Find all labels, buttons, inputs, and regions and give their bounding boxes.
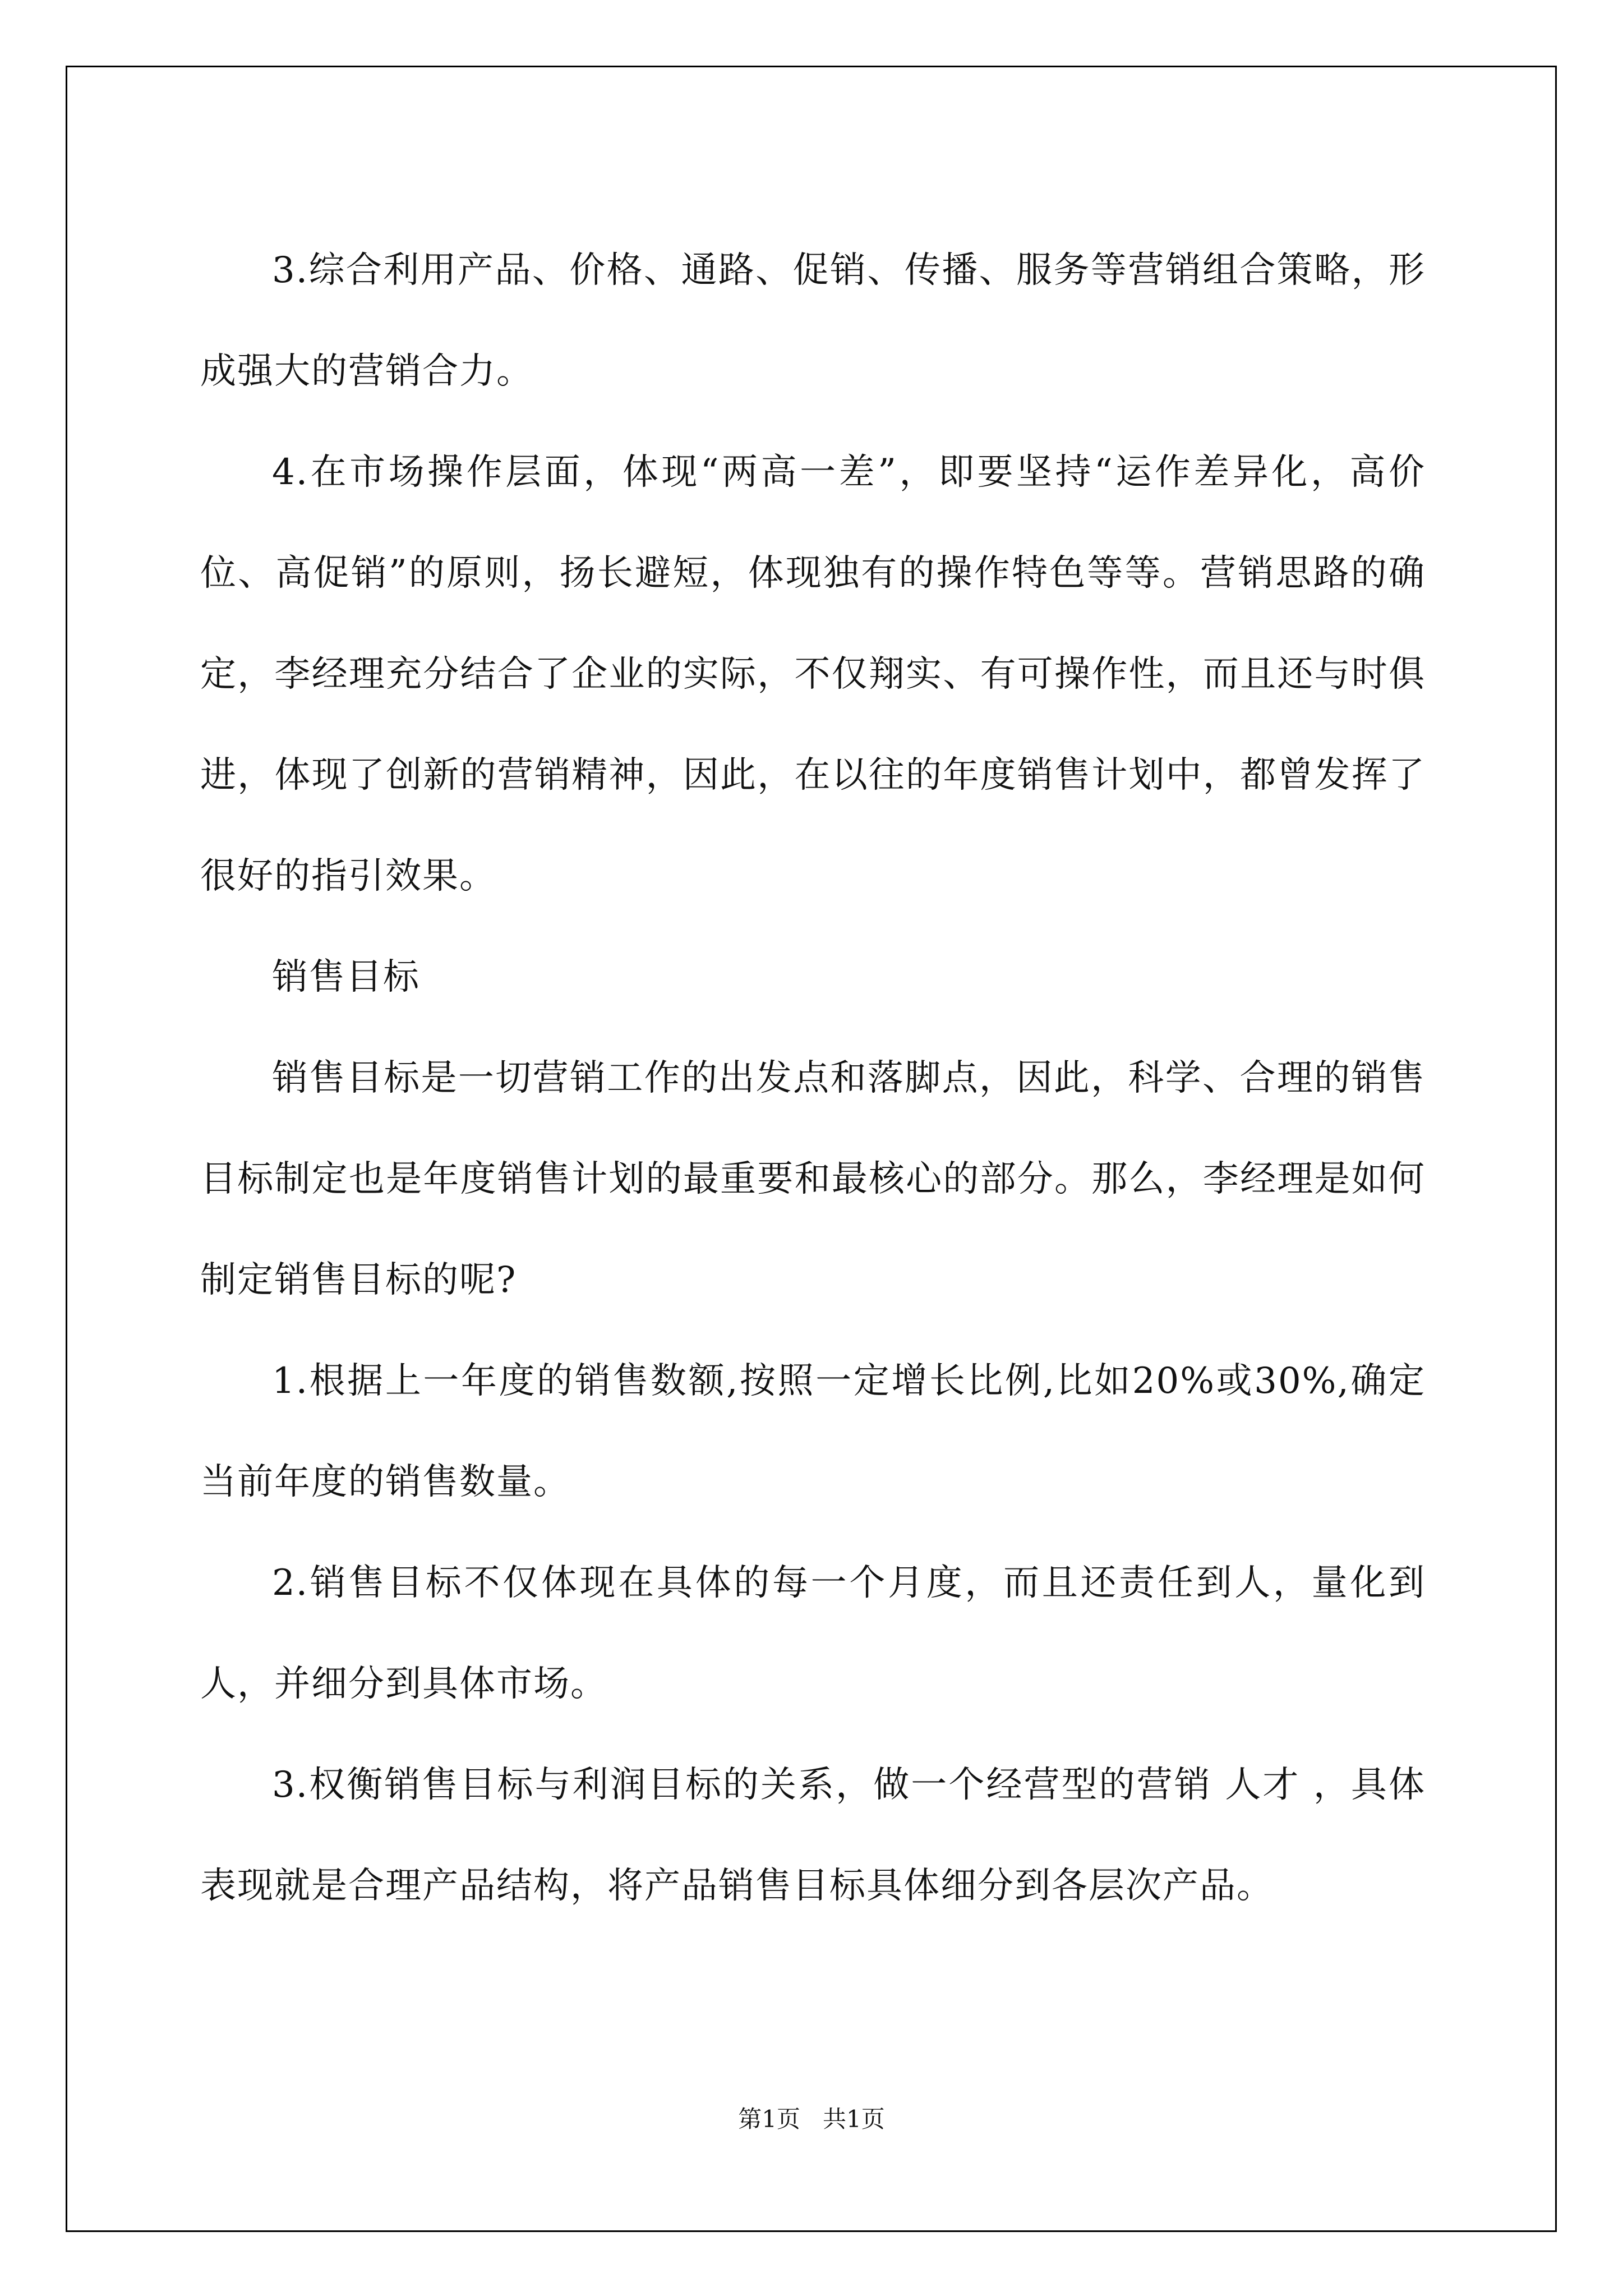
paragraph: 3.综合利用产品、价格、通路、促销、传播、服务等营销组合策略，形成强大的营销合力。 [200,250,1426,392]
document-body [200,220,1426,1936]
paragraph: 2.销售目标不仅体现在具体的每一个月度，而且还责任到人，量化到人，并细分到具体市场。 [200,1562,1426,1705]
paragraph: 1.根据上一年度的销售数额,按照一定增长比例,比如20%或30%,确定当前年度的销售数量。 [200,1360,1426,1503]
page-footer: 第1页 共1页 [738,2105,885,2133]
paragraph: 销售目标是一切营销工作的出发点和落脚点，因此，科学、合理的销售目标制定也是年度销售计划的最重要和最核心的部分。那么，李经理是如何制定销售目标的呢? [200,1057,1426,1301]
paragraph: 4.在市场操作层面，体现“两高一差”，即要坚持“运作差异化，高价位、高促销”的原则，扬长避短，体现独有的操作特色等等。营销思路的确定，李经理充分结合了企业的实际，不仅翔实、有可操作性，而且还与时俱进，体现了创新的营销精神，因此，在以往的年度销售计划中，都曾发挥了很好的指引效果。 [200,452,1426,897]
section-heading: 销售目标 [272,956,420,998]
paragraph: 3.权衡销售目标与利润目标的关系，做一个经营型的营销 人才 ，具体表现就是合理产品结构，将产品销售目标具体细分到各层次产品。 [200,1764,1426,1907]
